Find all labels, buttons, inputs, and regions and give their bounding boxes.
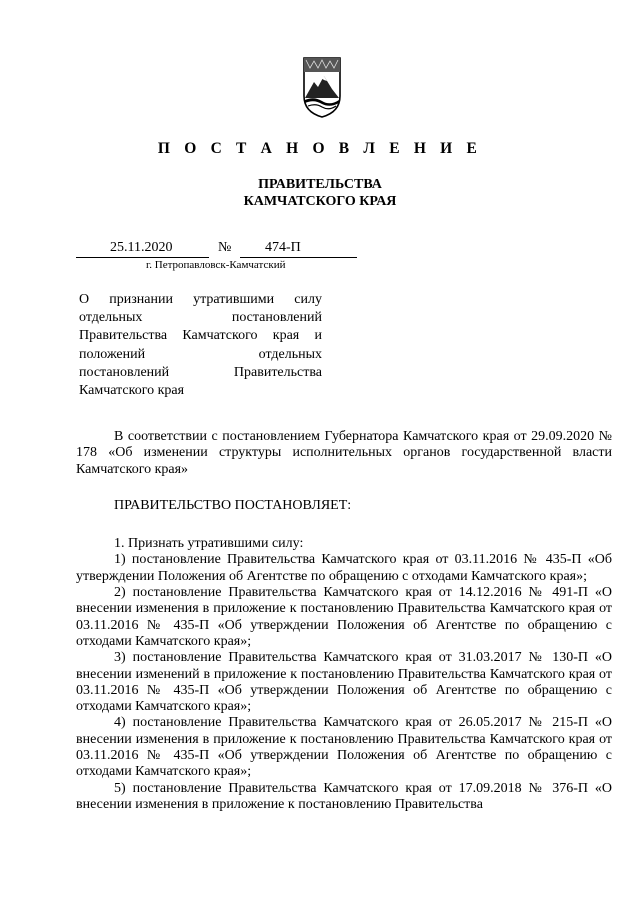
- preamble-paragraph: В соответствии с постановлением Губернатора Камчатского края от 29.09.2020 № 178 «Об изменении структуры исполнительных органов государственной власти Камчатского края»: [76, 429, 612, 477]
- subject-line: отдельных постановлений: [79, 310, 322, 326]
- subject-line: Правительства Камчатского края и: [79, 328, 322, 344]
- resolve-heading: ПРАВИТЕЛЬСТВО ПОСТАНОВЛЯЕТ:: [114, 497, 352, 513]
- subitem-5-paragraph: 5) постановление Правительства Камчатского края от 17.09.2018 № 376-П «О внесении изменения в приложение к постановлению Правительства: [76, 780, 612, 812]
- subitem-1-paragraph: 1) постановление Правительства Камчатского края от 03.11.2016 № 435-П «Об утверждении Положения об Агентстве по обращению с отходами Камчатского края»;: [76, 552, 612, 584]
- item-1-paragraph: 1. Признать утратившими силу:: [114, 536, 304, 552]
- subitem-4-paragraph: 4) постановление Правительства Камчатского края от 26.05.2017 № 215-П «О внесении изменения в приложение к постановлению Правительства Камчатского края от 03.11.2016 № 435-П «Об утверждении Положения об Агентстве по обращению с отходами Камчатского края»;: [76, 715, 612, 780]
- issuer-heading: [0, 176, 640, 210]
- subject-line: положений отдельных: [79, 346, 322, 362]
- issuer-line-1: ПРАВИТЕЛЬСТВА: [258, 177, 382, 192]
- subject-line: Камчатского края: [79, 383, 185, 399]
- subject-line: постановлений Правительства: [79, 364, 322, 380]
- subject-line: О признании утратившими силу: [79, 292, 322, 307]
- subitem-2-paragraph: 2) постановление Правительства Камчатского края от 14.12.2016 № 491-П «О внесении изменения в приложение к постановлению Правительства Камчатского края от 03.11.2016 № 435-П «Об утверждении Положения об Агентстве по обращению с отходами Камчатского края»;: [76, 585, 612, 649]
- issue-city: г. Петропавловск-Камчатский: [146, 259, 286, 271]
- subitem-3-paragraph: 3) постановление Правительства Камчатского края от 31.03.2017 № 130-П «О внесении изменений в приложение к постановлению Правительства Камчатского края от 03.11.2016 № 435-П «Об утверждении Положения об Агентстве по обращению с отходами Камчатского края»;: [76, 650, 612, 715]
- document-type-title: П О С Т А Н О В Л Е Н И Е: [157, 140, 483, 157]
- date-underline: [76, 257, 209, 258]
- document-body: [76, 429, 612, 813]
- document-subject: [79, 291, 322, 400]
- kamchatka-coat-of-arms-emblem: [302, 56, 342, 118]
- number-underline: [240, 257, 357, 258]
- document-date: 25.11.2020: [110, 240, 173, 255]
- issuer-line-2: КАМЧАТСКОГО КРАЯ: [243, 194, 397, 209]
- document-number: 474-П: [265, 240, 301, 255]
- number-sign: №: [218, 240, 232, 255]
